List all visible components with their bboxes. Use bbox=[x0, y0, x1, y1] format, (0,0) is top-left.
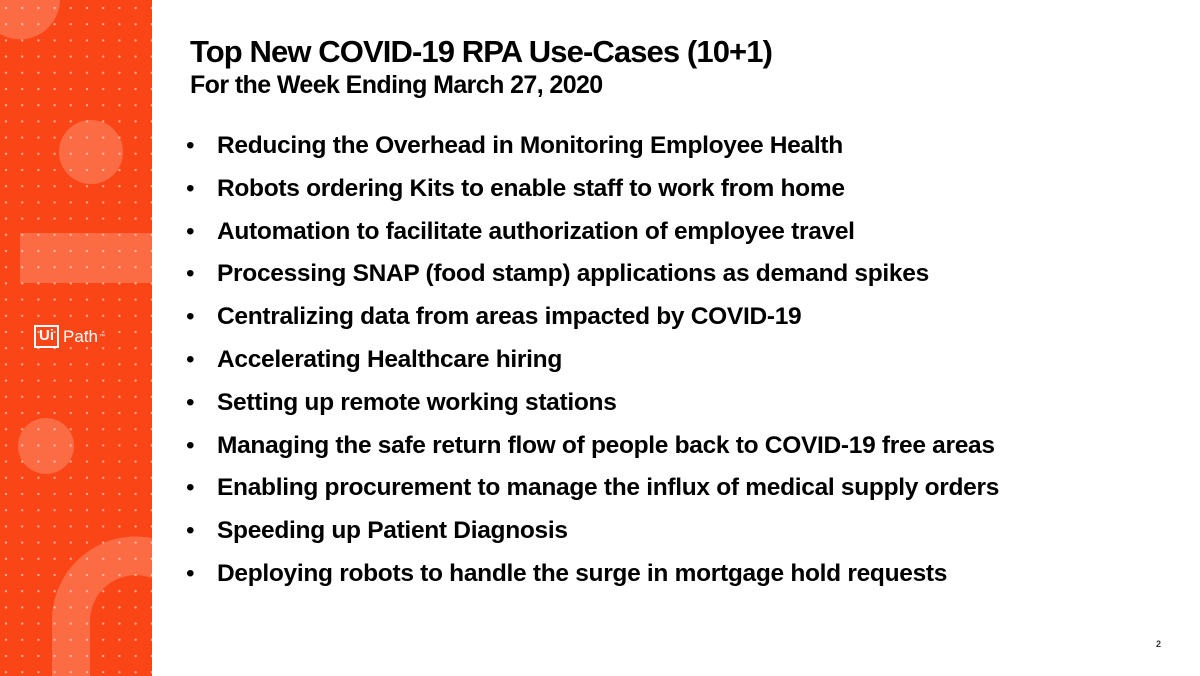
bullet-icon: • bbox=[186, 174, 195, 202]
list-item bbox=[186, 342, 1196, 377]
circle-shape-middle bbox=[18, 418, 74, 474]
bullet-icon: • bbox=[186, 388, 195, 416]
list-item bbox=[186, 385, 1196, 420]
slide-subtitle: For the Week Ending March 27, 2020 bbox=[190, 71, 603, 99]
use-case-list bbox=[186, 128, 1196, 599]
bullet-icon: • bbox=[186, 517, 195, 545]
brand-side-panel bbox=[0, 0, 152, 676]
bullet-icon: • bbox=[186, 559, 195, 587]
list-item-text: Robots ordering Kits to enable staff to work from home bbox=[217, 174, 845, 202]
list-item bbox=[186, 428, 1196, 463]
logo-trademark: ™ bbox=[98, 333, 105, 340]
list-item bbox=[186, 299, 1196, 334]
list-item-text: Speeding up Patient Diagnosis bbox=[217, 517, 568, 545]
bullet-icon: • bbox=[186, 474, 195, 502]
list-item-text: Centralizing data from areas impacted by COVID-19 bbox=[217, 303, 802, 331]
list-item bbox=[186, 556, 1196, 591]
list-item-text: Enabling procurement to manage the influx of medical supply orders bbox=[217, 474, 1000, 502]
list-item bbox=[186, 256, 1196, 291]
list-item bbox=[186, 214, 1196, 249]
page-number: 2 bbox=[1156, 639, 1162, 649]
list-item-text: Setting up remote working stations bbox=[217, 388, 617, 416]
list-item bbox=[186, 128, 1196, 163]
list-item bbox=[186, 470, 1196, 505]
logo-text: Path bbox=[63, 326, 98, 346]
list-item-text: Deploying robots to handle the surge in mortgage hold requests bbox=[217, 559, 948, 587]
list-item-text: Accelerating Healthcare hiring bbox=[217, 345, 563, 373]
list-item-text: Managing the safe return flow of people back to COVID-19 free areas bbox=[217, 431, 995, 459]
bullet-icon: • bbox=[186, 217, 195, 245]
bar-shape bbox=[20, 233, 152, 283]
slide-title: Top New COVID-19 RPA Use-Cases (10+1) bbox=[190, 34, 773, 69]
list-item-text: Reducing the Overhead in Monitoring Employee Health bbox=[217, 132, 843, 159]
bullet-icon: • bbox=[186, 260, 195, 288]
uipath-logo bbox=[34, 325, 105, 348]
list-item bbox=[186, 513, 1196, 548]
list-item bbox=[186, 171, 1196, 206]
bullet-icon: • bbox=[186, 345, 195, 373]
logo-boxed-text: Ui bbox=[34, 325, 59, 348]
circle-shape-top bbox=[59, 120, 123, 184]
bullet-icon: • bbox=[186, 431, 195, 459]
list-item-text: Processing SNAP (food stamp) applications as demand spikes bbox=[217, 260, 929, 288]
bullet-icon: • bbox=[186, 303, 195, 331]
bullet-icon: • bbox=[186, 132, 195, 159]
list-item-text: Automation to facilitate authorization of employee travel bbox=[217, 217, 855, 245]
